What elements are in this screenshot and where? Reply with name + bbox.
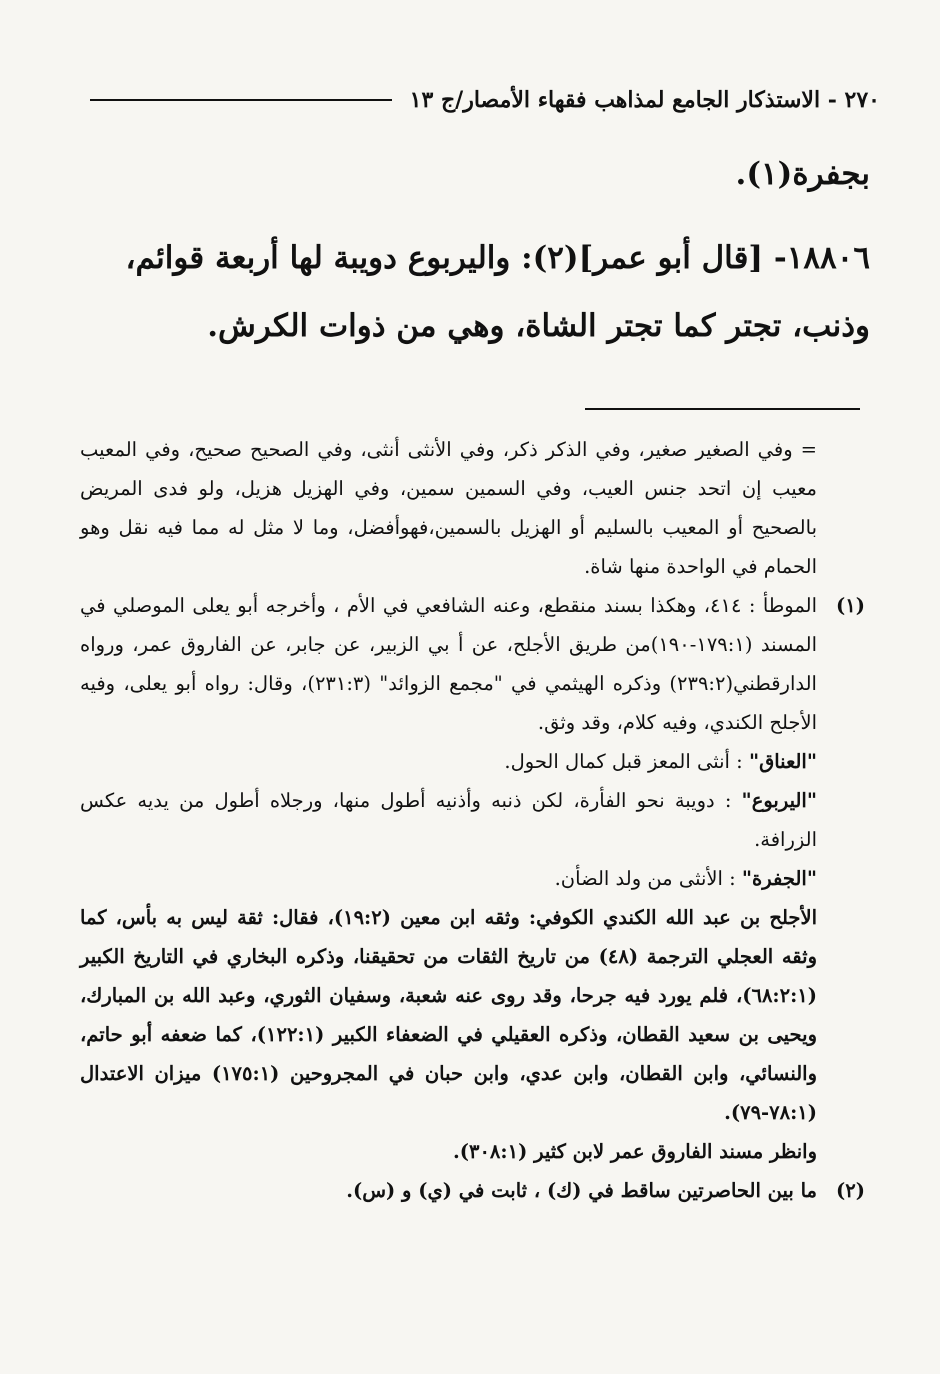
gloss-anaq <box>80 742 865 781</box>
main-line-1: بجفرة(١). <box>735 156 870 192</box>
footnote-2-text: ما بين الحاصرتين ساقط في (ك) ، ثابت في (ي) و (س). <box>346 1179 817 1202</box>
header-rule <box>90 99 392 101</box>
gloss-jafra <box>80 859 865 898</box>
footnote-2-number: (٢) <box>836 1179 865 1202</box>
footnote-1-text: الموطأ : ٤١٤، وهكذا بسند منقطع، وعنه الشافعي في الأم ، وأخرجه أبو يعلى الموصلي في المسند (١٧٩:١-١٩٠)من طريق الأجلح، عن أ بي الزبير، عن جابر، عن الفاروق عمر، ورواه الدارقطني(٢٣٩:٢) وذكره الهيثمي في "مجمع الزوائد" (٢٣١:٣)، وقال: رواه أبو يعلى، وفيه الأجلح الكندي، وفيه كلام، وقد وثق. <box>80 594 817 734</box>
gloss-yarbu-def: : دويبة نحو الفأرة، لكن ذنبه وأذنيه أطول منها، ورجلاه أطول من يديه عكس الزرافة. <box>80 789 817 851</box>
gloss-anaq-def: : أنثى المعز قبل كمال الحول. <box>504 750 749 773</box>
book-title: الاستذكار الجامع لمذاهب فقهاء الأمصار/ج ١٣ <box>409 87 821 113</box>
footnote-1 <box>80 586 865 742</box>
footnote-1-number: (١) <box>836 594 865 617</box>
footnote-continuation: = وفي الصغير صغير، وفي الذكر ذكر، وفي الأنثى أنثى، وفي الصحيح صحيح، وفي المعيب معيب إن اتحد جنس العيب، وفي السمين سمين، وفي الهزيل هزيل، ولو فدى المريض بالصحيح أو المعيب بالسليم أو الهزيل بالسمين،فهوأفضل، وما لا مثل له مما فيه نقل وهو الحمام في الواحدة منها شاة. <box>80 438 817 578</box>
footnote-2 <box>80 1171 865 1210</box>
running-header: ٢٧٠ - الاستذكار الجامع لمذاهب فقهاء الأمصار/ج ١٣ <box>90 80 880 120</box>
footnote-divider <box>585 408 860 410</box>
footnotes <box>80 430 865 1210</box>
gloss-yarbu-term: "اليربوع" <box>741 789 817 812</box>
main-paragraph: ١٨٨٠٦- [قال أبو عمر](٢): واليربوع دويبة لها أربعة قوائم، وذنب، تجتر كما تجتر الشاة، وهي من ذوات الكرش. <box>125 240 870 344</box>
gloss-yarbu <box>80 781 865 859</box>
gloss-jafra-term: "الجفرة" <box>741 867 817 890</box>
gloss-jafra-def: : الأنثى من ولد الضأن. <box>554 867 742 890</box>
main-text <box>80 140 870 360</box>
ajlah-biography: الأجلح بن عبد الله الكندي الكوفي: وثقه ابن معين (١٩:٢)، فقال: ثقة ليس به بأس، كما وثقه العجلي الترجمة (٤٨) من تاريخ الثقات من تحقيقنا، وذكره البخاري في التاريخ الكبير (٦٨:٢:١)، فلم يورد فيه جرحا، وقد روى عنه شعبة، وسفيان الثوري، وعبد الله بن المبارك، ويحيى بن سعيد القطان، وذكره العقيلي في الضعفاء الكبير (١٢٢:١)، كما ضعفه أبو حاتم، والنسائي، وابن القطان، وابن عدي، وابن حبان في المجروحين (١٧٥:١) ميزان الاعتدال (٧٨:١-٧٩). <box>80 906 817 1124</box>
gloss-anaq-term: "العناق" <box>748 750 817 773</box>
page-number: ٢٧٠ <box>844 87 880 113</box>
musnad-reference: وانظر مسند الفاروق عمر لابن كثير (٣٠٨:١). <box>452 1140 817 1163</box>
